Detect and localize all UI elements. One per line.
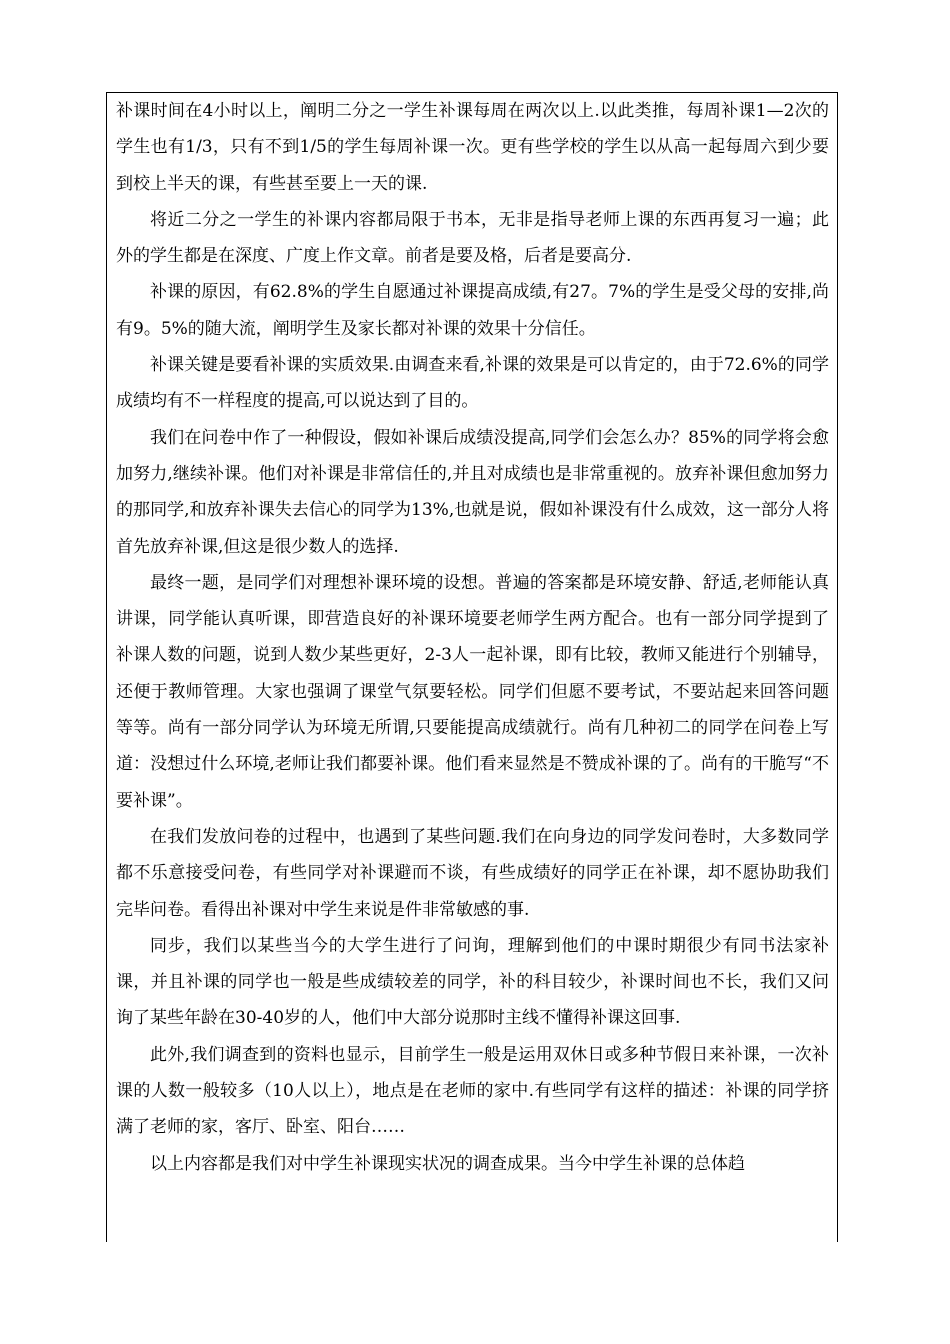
paragraph-1: 补课时间在4小时以上，阐明二分之一学生补课每周在两次以上.以此类推，每周补课1—2次的学生也有1/3，只有不到1/5的学生每周补课一次。更有些学校的学生以从高一起每周六到少要到校上半天的课，有些甚至要上一天的课. — [116, 101, 829, 194]
paragraph-6: 最终一题，是同学们对理想补课环境的设想。普遍的答案都是环境安静、舒适,老师能认真讲课，同学能认真听课，即营造良好的补课环境要老师学生两方配合。也有一部分同学提到了补课人数的问题，说到人数少某些更好，2-3人一起补课，即有比较，教师又能进行个别辅导，还便于教师管理。大家也强调了课堂气氛要轻松。同学们但愿不要考试，不要站起来回答问题等等。尚有一部分同学认为环境无所谓,只要能提高成绩就行。尚有几种初二的同学在问卷上写道：没想过什么环境,老师让我们都要补课。他们看来显然是不赞成补课的了。尚有的干脆写“不要补课”。 — [116, 572, 829, 811]
paragraph-4: 补课关键是要看补课的实质效果.由调查来看,补课的效果是可以肯定的，由于72.6%的同学成绩均有不一样程度的提高,可以说达到了目的。 — [116, 355, 829, 412]
paragraph-9: 此外,我们调查到的资料也显示，目前学生一般是运用双休日或多种节假日来补课，一次补课的人数一般较多（10人以上），地点是在老师的家中.有些同学有这样的描述：补课的同学挤满了老师的家，客厅、卧室、阳台…… — [116, 1044, 829, 1138]
paragraph-5: 我们在问卷中作了一种假设，假如补课后成绩没提高,同学们会怎么办？85%的同学将会愈加努力,继续补课。他们对补课是非常信任的,并且对成绩也是非常重视的。放弃补课但愈加努力的那同学,和放弃补课失去信心的同学为13%,也就是说，假如补课没有什么成效，这一部分人将首先放弃补课,但这是很少数人的选择. — [116, 427, 829, 557]
paragraph-10: 以上内容都是我们对中学生补课现实状况的调查成果。当今中学生补课的总体趋 — [150, 1153, 745, 1174]
paragraph-3: 补课的原因，有62.8%的学生自愿通过补课提高成绩,有27。7%的学生是受父母的安排,尚有9。5%的随大流，阐明学生及家长都对补课的效果十分信任。 — [116, 282, 829, 339]
paragraph-8: 同步，我们以某些当今的大学生进行了问询，理解到他们的中课时期很少有同书法家补课，并且补课的同学也一般是些成绩较差的同学，补的科目较少，补课时间也不长，我们又问询了某些年龄在30-40岁的人，他们中大部分说那时主线不懂得补课这回事. — [116, 935, 829, 1029]
paragraph-2: 将近二分之一学生的补课内容都局限于书本，无非是指导老师上课的东西再复习一遍；此外的学生都是在深度、广度上作文章。前者是要及格，后者是要高分. — [116, 209, 829, 267]
paragraph-7: 在我们发放问卷的过程中，也遇到了某些问题.我们在向身边的同学发问卷时，大多数同学都不乐意接受问卷，有些同学对补课避而不谈，有些成绩好的同学正在补课，却不愿协助我们完毕问卷。看得出补课对中学生来说是件非常敏感的事. — [116, 826, 829, 920]
document-body — [107, 93, 837, 1182]
document-frame — [106, 92, 838, 1242]
